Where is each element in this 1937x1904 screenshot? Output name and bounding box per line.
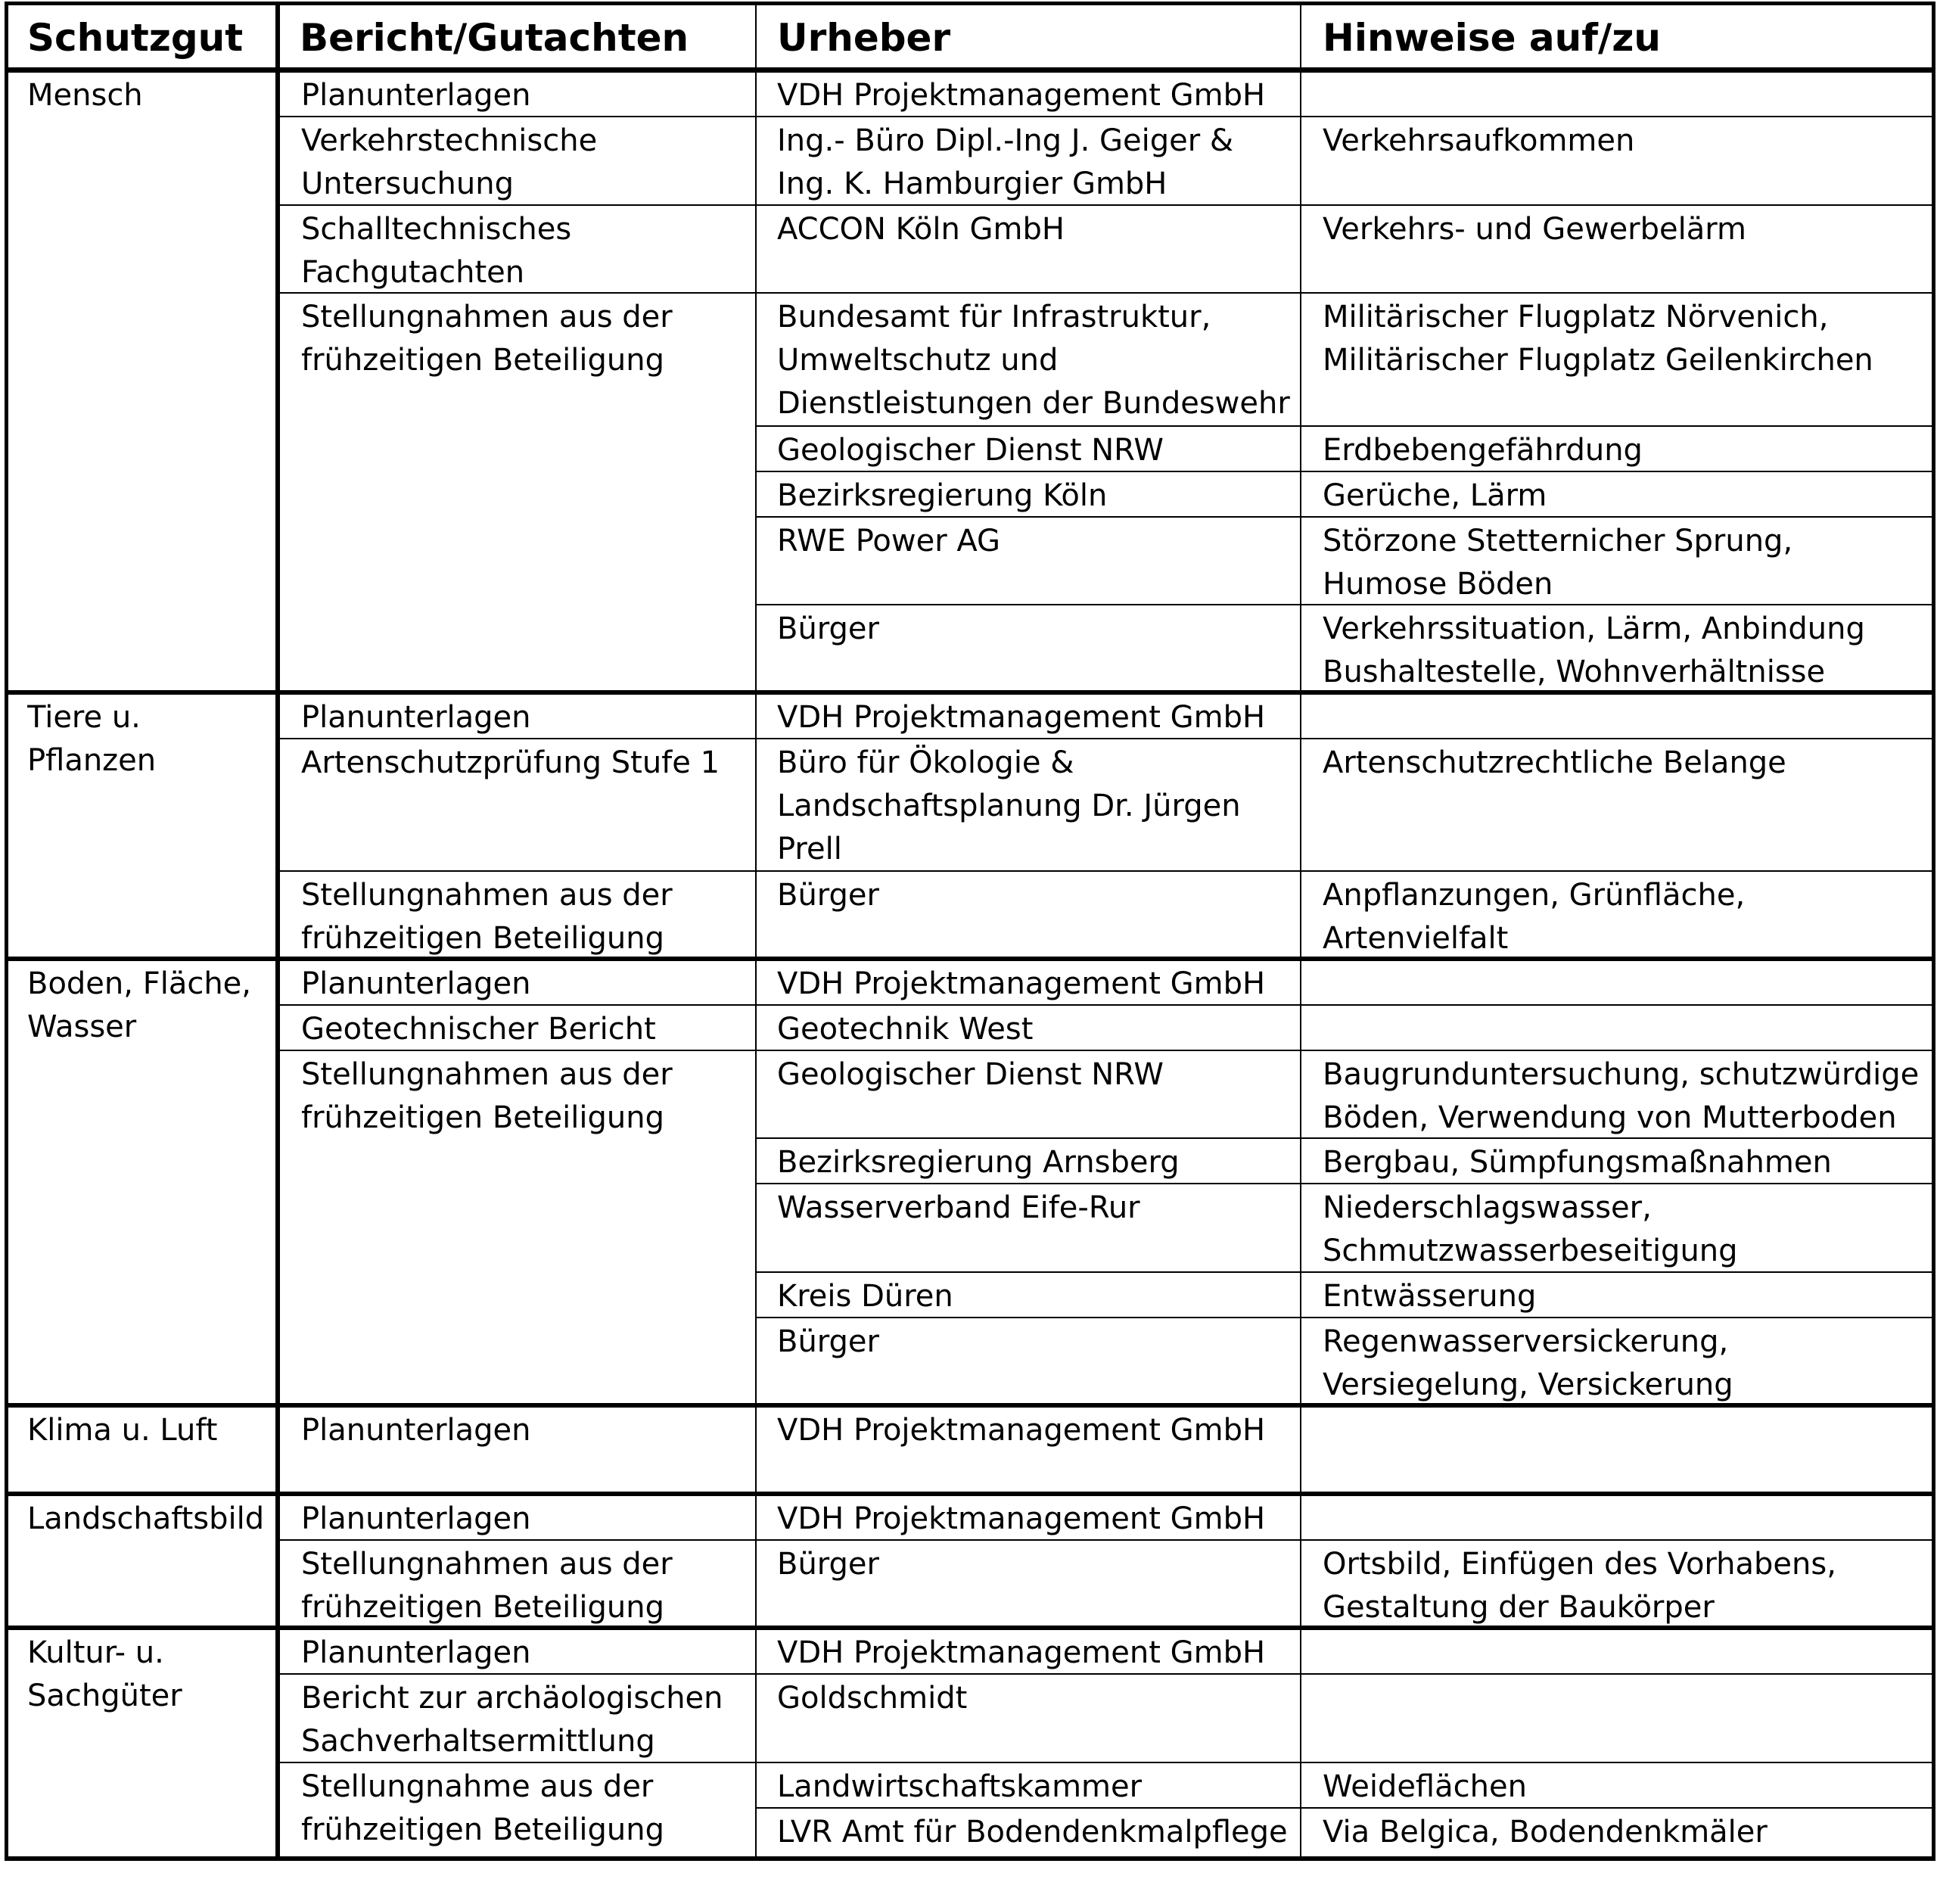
hinweise-cell xyxy=(1323,963,1926,1003)
bericht-divider xyxy=(277,1673,755,1675)
bericht-divider xyxy=(277,1004,755,1006)
bericht-cell: Stellungnahmen aus der frühzeitigen Beteiligung xyxy=(301,300,673,378)
bericht-cell: Stellungnahme aus der frühzeitigen Beteiligung xyxy=(301,1769,664,1847)
schutzgut-cell: Mensch xyxy=(27,78,143,113)
hinweise-cell: Artenschutzrechtliche Belange xyxy=(1323,745,1786,780)
row-divider xyxy=(755,738,1932,739)
table-border-bottom xyxy=(5,1856,1935,1861)
hinweise-cell: Störzone Stetternicher Sprung, Humose Böden xyxy=(1323,524,1793,602)
bericht-divider xyxy=(277,870,755,872)
header-separator xyxy=(5,67,1935,73)
bericht-divider xyxy=(277,1050,755,1051)
hinweise-cell: Regenwasserversickerung, Versiegelung, Versickerung xyxy=(1323,1324,1733,1402)
urheber-cell: LVR Amt für Bodendenkmalpflege xyxy=(777,1815,1288,1850)
column-line-2 xyxy=(755,2,757,1859)
group-separator xyxy=(5,1492,1935,1496)
urheber-cell: Bürger xyxy=(777,611,879,646)
row-divider xyxy=(755,1807,1932,1809)
table-border-top xyxy=(5,2,1935,5)
hinweise-cell xyxy=(1323,1677,1926,1761)
row-divider xyxy=(755,604,1932,605)
row-divider xyxy=(755,1050,1932,1051)
column-line-1 xyxy=(275,2,280,1859)
bericht-cell: Planunterlagen xyxy=(301,1635,531,1670)
group-separator xyxy=(5,957,1935,961)
hinweise-cell: Niederschlagswasser, Schmutzwasserbeseitigung xyxy=(1323,1190,1738,1268)
bericht-divider xyxy=(277,292,755,294)
bericht-cell: Planunterlagen xyxy=(301,966,531,1001)
urheber-cell: Bundesamt für Infrastruktur, Umweltschutz und Dienstleistungen der Bundeswehr xyxy=(777,300,1290,421)
bericht-cell: Stellungnahmen aus der frühzeitigen Beteiligung xyxy=(301,1547,673,1625)
hinweise-cell xyxy=(1323,1498,1926,1538)
urheber-cell: VDH Projektmanagement GmbH xyxy=(777,966,1266,1001)
urheber-cell: Geologischer Dienst NRW xyxy=(777,1057,1164,1092)
row-divider xyxy=(755,116,1932,117)
hinweise-cell xyxy=(1323,1409,1926,1493)
hinweise-cell xyxy=(1323,74,1926,115)
urheber-cell: Bürger xyxy=(777,1324,879,1359)
row-divider xyxy=(755,516,1932,518)
schutzgut-cell: Boden, Fläche, Wasser xyxy=(27,966,251,1044)
urheber-cell: VDH Projektmanagement GmbH xyxy=(777,700,1266,735)
group-separator xyxy=(5,690,1935,695)
bericht-divider xyxy=(277,1539,755,1541)
hinweise-cell: Gerüche, Lärm xyxy=(1323,478,1547,513)
row-divider xyxy=(755,1004,1932,1006)
bericht-divider xyxy=(277,204,755,206)
hinweise-cell: Via Belgica, Bodendenkmäler xyxy=(1323,1815,1768,1850)
urheber-cell: RWE Power AG xyxy=(777,524,1001,558)
hinweise-cell: Anpflanzungen, Grünfläche, Artenvielfalt xyxy=(1323,878,1746,956)
hinweise-cell: Militärischer Flugplatz Nörvenich, Militärischer Flugplatz Geilenkirchen xyxy=(1323,300,1873,378)
hinweise-cell: Verkehrs- und Gewerbelärm xyxy=(1323,212,1746,247)
urheber-cell: Büro für Ökologie & Landschaftsplanung Dr. Jürgen Prell xyxy=(777,745,1241,866)
hinweise-cell: Baugrunduntersuchung, schutzwürdige Böden, Verwendung von Mutterboden xyxy=(1323,1057,1920,1135)
group-separator xyxy=(5,1403,1935,1408)
urheber-cell: ACCON Köln GmbH xyxy=(777,212,1065,247)
row-divider xyxy=(755,1317,1932,1318)
urheber-cell: Wasserverband Eife-Rur xyxy=(777,1190,1140,1225)
hinweise-cell xyxy=(1323,1632,1926,1672)
schutzgut-cell: Klima u. Luft xyxy=(27,1413,218,1448)
column-line-3 xyxy=(1300,2,1301,1859)
hinweise-cell: Erdbebengefährdung xyxy=(1323,433,1643,468)
bericht-cell: Stellungnahmen aus der frühzeitigen Beteiligung xyxy=(301,1057,673,1135)
row-divider xyxy=(755,1762,1932,1763)
table-border-right xyxy=(1932,2,1935,1859)
bericht-divider xyxy=(277,738,755,739)
row-divider xyxy=(755,1183,1932,1184)
urheber-cell: Landwirtschaftskammer xyxy=(777,1769,1143,1804)
schutzgut-cell: Landschaftsbild xyxy=(27,1501,265,1536)
bericht-cell: Verkehrstechnische Untersuchung xyxy=(301,123,598,201)
header-bericht-gutachten: Bericht/Gutachten xyxy=(300,16,689,60)
row-divider xyxy=(755,1673,1932,1675)
urheber-cell: Kreis Düren xyxy=(777,1279,953,1314)
hinweise-cell: Verkehrsaufkommen xyxy=(1323,123,1635,158)
urheber-cell: Bürger xyxy=(777,1547,879,1582)
hinweise-cell: Bergbau, Sümpfungsmaßnahmen xyxy=(1323,1145,1832,1180)
bericht-cell: Geotechnischer Bericht xyxy=(301,1012,656,1047)
bericht-cell: Planunterlagen xyxy=(301,1413,531,1448)
row-divider xyxy=(755,1539,1932,1541)
urheber-cell: VDH Projektmanagement GmbH xyxy=(777,78,1266,113)
urheber-cell: VDH Projektmanagement GmbH xyxy=(777,1413,1266,1448)
bericht-cell: Bericht zur archäologischen Sachverhaltsermittlung xyxy=(301,1681,723,1759)
hinweise-cell xyxy=(1323,696,1926,737)
urheber-cell: Goldschmidt xyxy=(777,1681,968,1716)
row-divider xyxy=(755,204,1932,206)
urheber-cell: Bezirksregierung Köln xyxy=(777,478,1108,513)
schutzgut-cell: Kultur- u. Sachgüter xyxy=(27,1635,182,1713)
urheber-cell: Geotechnik West xyxy=(777,1012,1034,1047)
schutzgut-cell: Tiere u. Pflanzen xyxy=(27,700,157,778)
row-divider xyxy=(755,1271,1932,1273)
urheber-cell: VDH Projektmanagement GmbH xyxy=(777,1635,1266,1670)
hinweise-cell: Weideflächen xyxy=(1323,1769,1527,1804)
urheber-cell: VDH Projektmanagement GmbH xyxy=(777,1501,1266,1536)
hinweise-cell: Entwässerung xyxy=(1323,1279,1537,1314)
hinweise-cell: Ortsbild, Einfügen des Vorhabens, Gestaltung der Baukörper xyxy=(1323,1547,1836,1625)
urheber-cell: Geologischer Dienst NRW xyxy=(777,433,1164,468)
group-separator xyxy=(5,1626,1935,1630)
table-border-left xyxy=(5,2,8,1859)
header-urheber: Urheber xyxy=(777,16,951,60)
bericht-cell: Planunterlagen xyxy=(301,78,531,113)
header-schutzgut: Schutzgut xyxy=(27,16,244,60)
row-divider xyxy=(755,1137,1932,1139)
row-divider xyxy=(755,425,1932,427)
bericht-cell: Artenschutzprüfung Stufe 1 xyxy=(301,745,720,780)
urheber-cell: Bezirksregierung Arnsberg xyxy=(777,1145,1180,1180)
row-divider xyxy=(755,471,1932,472)
bericht-cell: Stellungnahmen aus der frühzeitigen Beteiligung xyxy=(301,878,673,956)
bericht-cell: Schalltechnisches Fachgutachten xyxy=(301,212,572,290)
urheber-cell: Ing.- Büro Dipl.-Ing J. Geiger & Ing. K. Hamburgier GmbH xyxy=(777,123,1234,201)
urheber-cell: Bürger xyxy=(777,878,879,913)
bericht-divider xyxy=(277,1762,755,1763)
row-divider xyxy=(755,292,1932,294)
bericht-cell: Planunterlagen xyxy=(301,700,531,735)
bericht-divider xyxy=(277,116,755,117)
header-hinweise: Hinweise auf/zu xyxy=(1323,16,1661,60)
hinweise-cell xyxy=(1323,1008,1926,1049)
bericht-cell: Planunterlagen xyxy=(301,1501,531,1536)
hinweise-cell: Verkehrssituation, Lärm, Anbindung Bushaltestelle, Wohnverhältnisse xyxy=(1323,611,1865,689)
row-divider xyxy=(755,870,1932,872)
